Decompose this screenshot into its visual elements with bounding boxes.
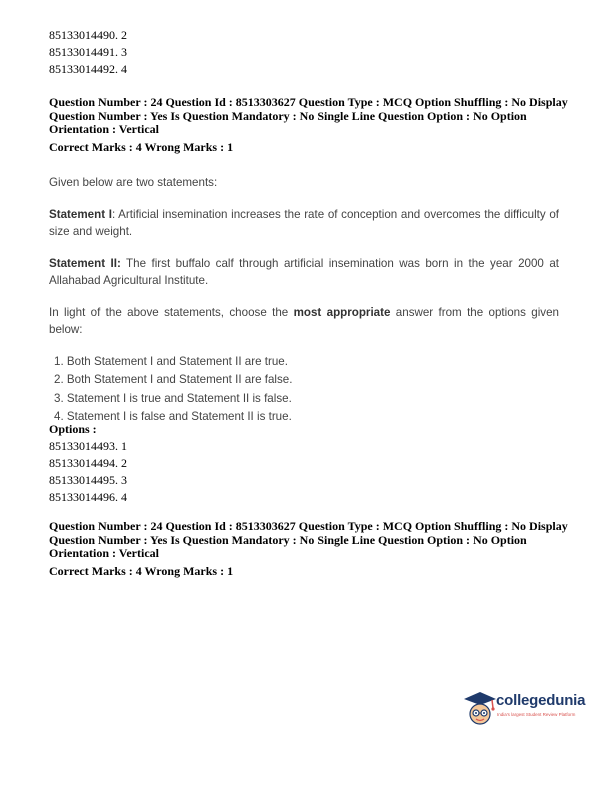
options-label: Options : [49, 422, 97, 436]
marks-line: Correct Marks : 4 Wrong Marks : 1 [49, 563, 234, 578]
option-line: 85133014490. 2 [49, 28, 127, 42]
option-line: 85133014494. 2 [49, 456, 127, 470]
choice-item: 4. Statement I is false and Statement II is true. [54, 409, 292, 423]
statement-two-label: Statement II: [49, 257, 121, 270]
question-header [49, 96, 579, 154]
marks-line: Correct Marks : 4 Wrong Marks : 1 [49, 139, 234, 154]
statement-one-text: : Artificial insemination increases the rate of conception and overcomes the difficulty of size and weight. [49, 208, 559, 238]
option-line: 85133014496. 4 [49, 490, 127, 504]
question-body [49, 174, 559, 426]
header-line: Question Number : 24 Question Id : 8513303627 Question Type : MCQ Option Shuffling : No Display [49, 519, 568, 533]
logo-wordmark: collegedunia [496, 692, 586, 709]
choice-item: 1. Both Statement I and Statement II are true. [54, 355, 288, 368]
logo-tagline: India's largest Student Review Platform [497, 712, 576, 717]
previous-options-list [49, 27, 127, 78]
choices-list [49, 353, 559, 426]
statement-two [49, 255, 559, 289]
header-line: Question Number : Yes Is Question Mandatory : No Single Line Question Option : No Option [49, 108, 527, 123]
option-line: 85133014491. 3 [49, 45, 127, 59]
header-line: Orientation : Vertical [49, 546, 159, 560]
prompt-text: In light of the above statements, choose the [49, 306, 294, 319]
statement-one [49, 206, 559, 240]
prompt-emphasis: most appropriate [293, 306, 391, 319]
question-header [49, 520, 579, 578]
option-line: 85133014493. 1 [49, 439, 127, 453]
choice-item: 3. Statement I is true and Statement II is false. [54, 391, 292, 405]
question-intro: Given below are two statements: [49, 176, 218, 189]
prompt-text-end: answer from the options given below: [49, 306, 559, 336]
options-list [49, 421, 127, 506]
option-line: 85133014495. 3 [49, 473, 127, 487]
statement-two-text: The first buffalo calf through artificial insemination was born in the year 2000 at Allahabad Agricultural Institute. [49, 257, 559, 287]
collegedunia-logo [463, 690, 603, 740]
choice-item: 2. Both Statement I and Statement II are false. [54, 373, 293, 387]
question-prompt [49, 304, 559, 338]
header-line: Orientation : Vertical [49, 122, 159, 136]
statement-one-label: Statement I [49, 208, 112, 221]
graduate-mascot-icon [463, 690, 497, 730]
option-line: 85133014492. 4 [49, 62, 127, 76]
header-line: Question Number : Yes Is Question Mandatory : No Single Line Question Option : No Option [49, 532, 527, 547]
header-line: Question Number : 24 Question Id : 8513303627 Question Type : MCQ Option Shuffling : No Display [49, 95, 568, 109]
